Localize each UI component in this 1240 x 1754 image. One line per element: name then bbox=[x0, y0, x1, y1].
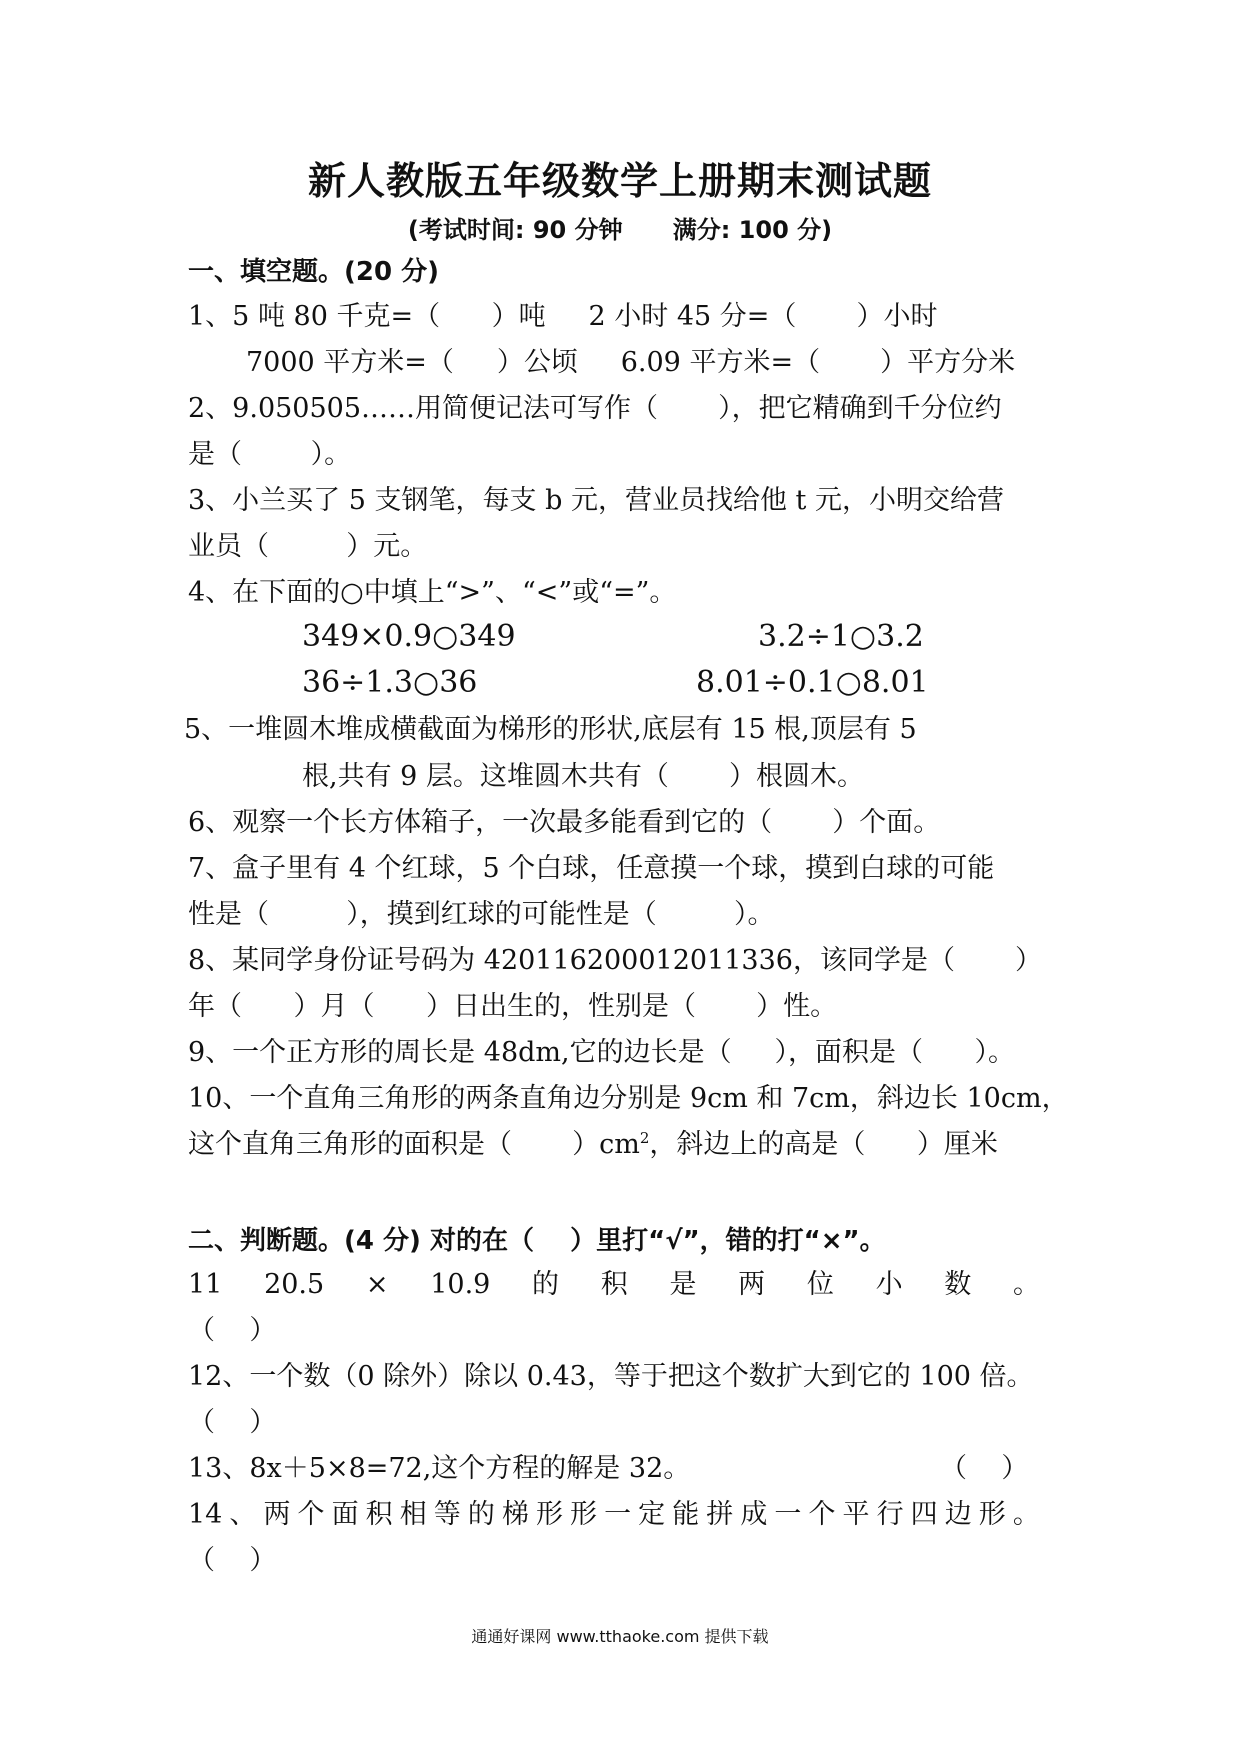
q14-answer-paren: （ ） bbox=[188, 1545, 277, 1576]
token: 积 bbox=[365, 1499, 393, 1530]
q10-line-1: 10、一个直角三角形的两条直角边分别是 9cm 和 7cm，斜边长 10cm， bbox=[188, 1083, 1069, 1114]
section-1-heading: 一、填空题。(20 分) bbox=[188, 257, 439, 287]
token: 的 bbox=[532, 1269, 560, 1300]
q1-line-2: 7000 平方米=（ ）公顷 6.09 平方米=（ ）平方分米 bbox=[246, 347, 1016, 378]
q7-line-2: 性是（ ），摸到红球的可能性是（ ）。 bbox=[188, 899, 775, 930]
q6-line: 6、观察一个长方体箱子，一次最多能看到它的（ ）个面。 bbox=[188, 807, 941, 838]
token: 的 bbox=[467, 1499, 495, 1530]
token: 形 bbox=[978, 1499, 1006, 1530]
q3-line-2: 业员（ ）元。 bbox=[188, 531, 428, 562]
q12-answer-paren: （ ） bbox=[188, 1407, 277, 1438]
q5-line-1: 5、一堆圆木堆成横截面为梯形的形状,底层有 15 根,顶层有 5 bbox=[184, 714, 917, 745]
token: 相 bbox=[399, 1499, 427, 1530]
token: 四 bbox=[910, 1499, 938, 1530]
token: 20.5 bbox=[264, 1269, 325, 1300]
q9-line: 9、一个正方形的周长是 48dm,它的边长是（ ），面积是（ ）。 bbox=[188, 1037, 1015, 1068]
footer-source: 通通好课网 www.tthaoke.com 提供下载 bbox=[471, 1627, 769, 1646]
token: 数 bbox=[944, 1269, 972, 1300]
q13-answer-paren: （ ） bbox=[940, 1453, 1029, 1484]
q4-item-b: 3.2÷1○3.2 bbox=[758, 619, 924, 654]
q7-line-1: 7、盒子里有 4 个红球，5 个白球，任意摸一个球，摸到白球的可能 bbox=[188, 853, 995, 884]
q4-line-1: 4、在下面的○中填上“>”、“<”或“=”。 bbox=[188, 577, 677, 608]
token: 梯 bbox=[501, 1499, 529, 1530]
token: × bbox=[365, 1269, 389, 1300]
token: 、 bbox=[229, 1499, 257, 1530]
token: 形 bbox=[535, 1499, 563, 1530]
q10-line-2-start: 这个直角三角形的面积是（ ）cm bbox=[188, 1129, 640, 1160]
token: 是 bbox=[669, 1269, 697, 1300]
section-2-heading: 二、判断题。(4 分) 对的在（ ）里打“√”，错的打“×”。 bbox=[188, 1226, 886, 1256]
token: 。 bbox=[1012, 1499, 1040, 1530]
token: 一 bbox=[774, 1499, 802, 1530]
token: 位 bbox=[806, 1269, 834, 1300]
q14-line bbox=[188, 1498, 1040, 1532]
q11-answer-paren: （ ） bbox=[188, 1315, 277, 1346]
q12-line: 12、一个数（0 除外）除以 0.43，等于把这个数扩大到它的 100 倍。 bbox=[188, 1361, 1034, 1392]
token: 两 bbox=[263, 1499, 291, 1530]
token: 边 bbox=[944, 1499, 972, 1530]
token: 10.9 bbox=[430, 1269, 491, 1300]
q2-line-1: 2、9.050505……用简便记法可写作（ ），把它精确到千分位约 bbox=[188, 393, 1002, 424]
token: 平 bbox=[842, 1499, 870, 1530]
token: 能 bbox=[672, 1499, 700, 1530]
token: 个 bbox=[297, 1499, 325, 1530]
token: 小 bbox=[875, 1269, 903, 1300]
q10-line-2-end: ，斜边上的高是（ ）厘米 bbox=[649, 1129, 998, 1160]
token: 定 bbox=[638, 1499, 666, 1530]
q11-line bbox=[188, 1268, 1040, 1302]
q3-line-1: 3、小兰买了 5 支钢笔，每支 b 元，营业员找给他 t 元，小明交给营 bbox=[188, 485, 1004, 516]
q1-line-1: 1、5 吨 80 千克=（ ）吨 2 小时 45 分=（ ）小时 bbox=[188, 301, 938, 332]
token: 成 bbox=[740, 1499, 768, 1530]
token: 行 bbox=[876, 1499, 904, 1530]
q2-line-2: 是（ ）。 bbox=[188, 439, 352, 470]
token: 一 bbox=[604, 1499, 632, 1530]
token: 形 bbox=[570, 1499, 598, 1530]
token: 个 bbox=[808, 1499, 836, 1530]
token: 等 bbox=[433, 1499, 461, 1530]
q10-unit-exponent: 2 bbox=[639, 1129, 650, 1147]
exam-info: (考试时间: 90 分钟 满分: 100 分) bbox=[407, 216, 833, 244]
q4-item-d: 8.01÷0.1○8.01 bbox=[696, 665, 929, 700]
page-title: 新人教版五年级数学上册期末测试题 bbox=[307, 159, 932, 203]
token: 积 bbox=[600, 1269, 628, 1300]
q8-line-2: 年（ ）月（ ）日出生的，性别是（ ）性。 bbox=[188, 991, 838, 1022]
q13-line: 13、8x＋5×8=72,这个方程的解是 32。 bbox=[188, 1453, 691, 1484]
q4-item-c: 36÷1.3○36 bbox=[302, 665, 478, 700]
token: 拼 bbox=[706, 1499, 734, 1530]
q8-line-1: 8、某同学身份证号码为 420116200012011336，该同学是（ ） bbox=[188, 945, 1043, 976]
token: 。 bbox=[1012, 1269, 1040, 1300]
q5-line-2: 根,共有 9 层。这堆圆木共有（ ）根圆木。 bbox=[302, 761, 865, 792]
token: 两 bbox=[738, 1269, 766, 1300]
q10-line-2 bbox=[188, 1128, 998, 1162]
token: 11 bbox=[188, 1269, 223, 1300]
q4-item-a: 349×0.9○349 bbox=[302, 619, 516, 654]
token: 面 bbox=[331, 1499, 359, 1530]
token: 14 bbox=[188, 1499, 223, 1530]
